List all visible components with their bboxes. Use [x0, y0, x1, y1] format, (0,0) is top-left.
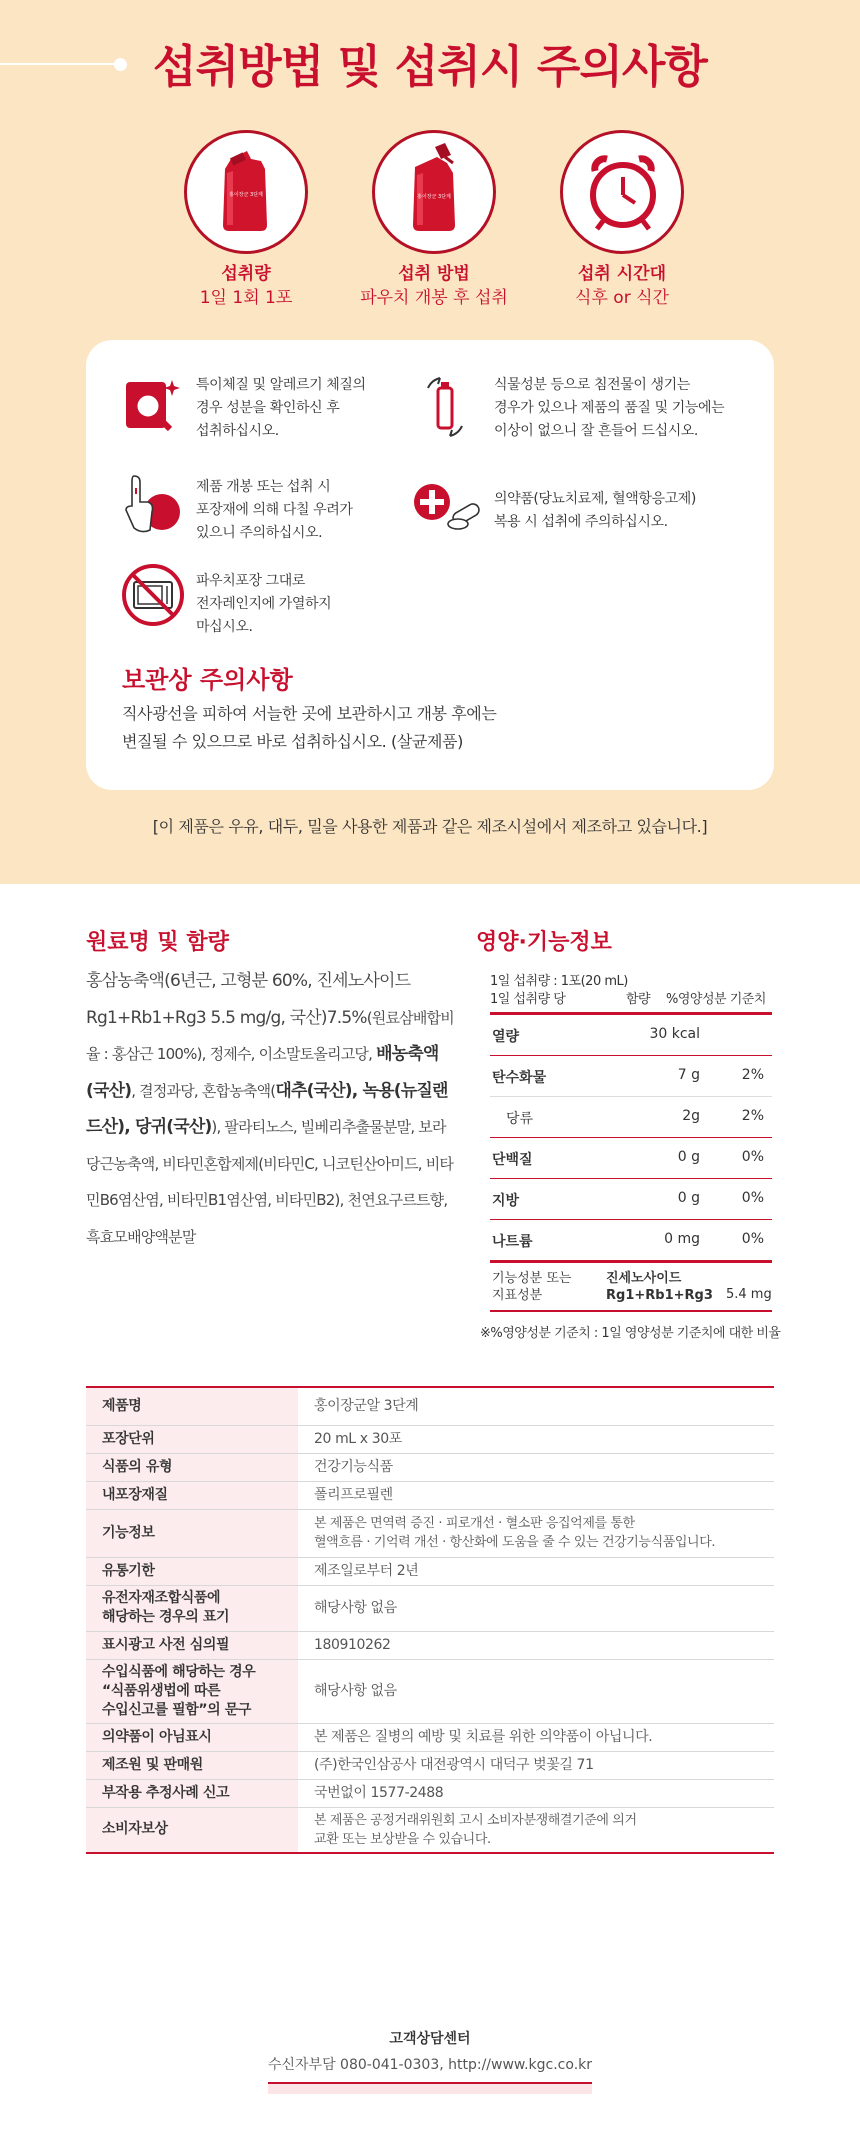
nutrient-amount: 30 kcal: [649, 1026, 700, 1042]
info-value: 건강기능식품: [298, 1453, 774, 1481]
caution-allergy-line: 특이체질 및 알레르기 체질의: [196, 377, 366, 393]
functional-rule: [490, 1260, 772, 1263]
open-pouch-icon: [372, 130, 496, 254]
finger-cut-icon: [122, 472, 184, 538]
nutrient-amount: 2g: [682, 1108, 700, 1124]
info-row: [86, 1453, 774, 1481]
ingredients-seg: , 결정과당, 혼합농축액(: [131, 1081, 276, 1100]
medicine-icon: [412, 480, 484, 532]
page-title: 섭취방법 및 섭취시 주의사항: [153, 40, 707, 93]
intake-method-title: 섭취 방법: [398, 264, 470, 284]
ingredients-seg: ), 팔라티노스, 빌베리추출물분말, 보라당근농축액, 비타민혼합제제(비타민C, 니코틴산아미드, 비타민B6염산염, 비타민B1염산염, 비타민B2), 천연요구르트향, 흑효모배양액분말: [86, 1118, 454, 1246]
nutrient-name: 지방: [492, 1193, 520, 1209]
caution-microwave-line: 마십시오.: [196, 619, 253, 635]
footer-bar: [268, 2082, 592, 2094]
caution-medicine-line: 복용 시 섭취에 주의하십시오.: [494, 514, 668, 530]
nutrient-pct: 0%: [741, 1231, 764, 1247]
info-row: [86, 1425, 774, 1453]
intake-section: [0, 0, 860, 884]
info-value: 본 제품은 면역력 증진 · 피로개선 · 혈소판 응집억제를 통한 혈액흐름 · 기억력 개선 · 항산화에 도움을 줄 수 있는 건강기능식품입니다.: [298, 1509, 774, 1557]
info-key: 표시광고 사전 심의필: [86, 1631, 298, 1659]
info-row: [86, 1723, 774, 1751]
ingredients-title: 원료명 및 함량: [86, 930, 229, 955]
functional-name-line: Rg1+Rb1+Rg3: [606, 1288, 713, 1303]
info-row: [86, 1387, 774, 1425]
caution-microwave-line: 전자레인지에 가열하지: [196, 596, 332, 612]
info-key: 제품명: [86, 1387, 298, 1425]
caution-cut-line: 제품 개봉 또는 섭취 시: [196, 479, 331, 495]
shake-bottle-icon: [420, 374, 470, 440]
storage-title: 보관상 주의사항: [122, 666, 293, 694]
nutrition-row: [490, 1220, 772, 1260]
nutrient-name: 단백질: [492, 1152, 533, 1168]
caution-microwave: [196, 570, 331, 639]
info-value: 폴리프로필렌: [298, 1481, 774, 1509]
nutrient-name: 탄수화물: [492, 1070, 547, 1086]
storage-line: 직사광선을 피하여 서늘한 곳에 보관하시고 개봉 후에는: [122, 704, 497, 723]
functional-name-line: 진세노사이드: [606, 1271, 682, 1286]
info-value: 해당사항 없음: [298, 1659, 774, 1723]
functional-label: [492, 1270, 571, 1304]
nutrition-row: [490, 1056, 772, 1096]
info-key: 제조원 및 판매원: [86, 1751, 298, 1779]
alarm-clock-icon: [560, 130, 684, 254]
allergen-notice: [이 제품은 우유, 대두, 밀을 사용한 제품과 같은 제조시설에서 제조하고 있습니다.]: [152, 817, 708, 836]
info-value: 홍이장군알 3단계: [298, 1387, 774, 1425]
pouch-label-1: 홍이장군 3단계: [229, 192, 263, 198]
magnifier-icon: [122, 374, 184, 436]
info-value: 본 제품은 질병의 예방 및 치료를 위한 의약품이 아닙니다.: [298, 1723, 774, 1751]
pouch-label-2: 홍이장군 3단계: [417, 194, 451, 200]
info-row: [86, 1585, 774, 1631]
info-key: 부작용 추정사례 신고: [86, 1779, 298, 1807]
info-row: [86, 1659, 774, 1723]
info-key: 의약품이 아님표시: [86, 1723, 298, 1751]
nutrition-row: [490, 1097, 772, 1137]
info-key: 포장단위: [86, 1425, 298, 1453]
caution-sediment-line: 이상이 없으니 잘 흔들어 드십시오.: [494, 423, 698, 439]
ingredients-seg: Rg1+Rb1+Rg3 5.5 mg/g, 국산)7.5%: [86, 1007, 367, 1028]
info-key: 기능정보: [86, 1509, 298, 1557]
col-amount: 함량: [626, 992, 651, 1007]
nutrition-footnote: ※%영양성분 기준치 : 1일 영양성분 기준치에 대한 비율: [480, 1326, 781, 1341]
caution-sediment-line: 식물성분 등으로 침전물이 생기는: [494, 377, 690, 393]
info-value: 제조일로부터 2년: [298, 1557, 774, 1585]
caution-cut-line: 있으니 주의하십시오.: [196, 525, 323, 541]
caution-cut-line: 포장재에 의해 다칠 우려가: [196, 502, 353, 518]
info-value: 180910262: [298, 1631, 774, 1659]
nutrition-bottom-rule: [490, 1310, 772, 1312]
info-key: 식품의 유형: [86, 1453, 298, 1481]
intake-method-sub: 파우치 개봉 후 섭취: [360, 288, 508, 308]
info-row: [86, 1779, 774, 1807]
customer-center-text: 수신자부담 080-041-0303, http://www.kgc.co.kr: [267, 2057, 593, 2073]
serving-per: 1일 섭취량 당: [490, 992, 566, 1007]
info-row: [86, 1481, 774, 1509]
caution-medicine-line: 의약품(당뇨치료제, 혈액항응고제): [494, 491, 696, 507]
nutrition-row: [490, 1179, 772, 1219]
nutrition-title: 영양·기능정보: [476, 930, 612, 955]
intake-amount-sub: 1일 1회 1포: [199, 288, 293, 308]
nutrient-name: 당류: [506, 1111, 534, 1127]
caution-microwave-line: 파우치포장 그대로: [196, 573, 306, 589]
info-key: 수입식품에 해당하는 경우 “식품위생법에 따른 수입신고를 필함”의 문구: [86, 1659, 298, 1723]
intake-time-sub: 식후 or 식간: [575, 288, 669, 308]
intake-time: [502, 262, 742, 310]
caution-allergy-line: 경우 성분을 확인하신 후: [196, 400, 340, 416]
intake-amount-title: 섭취량: [221, 264, 271, 284]
functional-amount: 5.4 mg: [726, 1287, 772, 1302]
ingredients-seg: (원료삼배합비율 : 홍삼근 100%), 정제수, 이소말토올리고당,: [86, 1008, 454, 1063]
caution-sediment: [494, 374, 724, 443]
nutrient-pct: 0%: [741, 1190, 764, 1206]
ingredients-text: [86, 963, 456, 1255]
nutrition-row: [490, 1015, 772, 1055]
intake-time-title: 섭취 시간대: [577, 264, 667, 284]
info-row: [86, 1751, 774, 1779]
caution-sediment-line: 경우가 있으나 제품의 품질 및 기능에는: [494, 400, 725, 416]
nutrient-pct: 2%: [741, 1067, 764, 1083]
pouch-icon: [184, 130, 308, 254]
nutrient-amount: 7 g: [677, 1067, 700, 1083]
info-value: (주)한국인삼공사 대전광역시 대덕구 벚꽃길 71: [298, 1751, 774, 1779]
info-value: 20 mL x 30포: [298, 1425, 774, 1453]
info-row: [86, 1631, 774, 1659]
storage-line: 변질될 수 있으므로 바로 섭취하십시오. (살균제품): [122, 732, 463, 751]
nutrient-amount: 0 g: [677, 1149, 700, 1165]
storage-text: [122, 700, 496, 756]
ingredients-seg: 대추(국산), 녹용(뉴질랜드산), 당귀(국산): [86, 1080, 448, 1137]
nutrient-amount: 0 mg: [664, 1231, 700, 1247]
nutrient-amount: 0 g: [677, 1190, 700, 1206]
col-pct: %영양성분 기준치: [666, 992, 766, 1007]
nutrition-row: [490, 1138, 772, 1178]
info-value: 국번없이 1577-2488: [298, 1779, 774, 1807]
caution-medicine: [494, 488, 696, 534]
nutrient-name: 열량: [492, 1029, 520, 1045]
info-row: [86, 1557, 774, 1585]
info-key: 소비자보상: [86, 1807, 298, 1853]
product-info-table: [86, 1386, 774, 1854]
info-value: 해당사항 없음: [298, 1585, 774, 1631]
ingredients-seg: 배농축액(국산): [86, 1044, 439, 1101]
caution-cut: [196, 476, 353, 545]
caution-allergy-line: 섭취하십시오.: [196, 423, 279, 439]
info-row: [86, 1807, 774, 1853]
no-microwave-icon: [120, 562, 186, 628]
functional-label-line: 지표성분: [492, 1288, 543, 1303]
nutrient-pct: 2%: [741, 1108, 764, 1124]
functional-name: [606, 1270, 713, 1304]
info-key: 유전자재조합식품에 해당하는 경우의 표기: [86, 1585, 298, 1631]
info-value: 본 제품은 공정거래위원회 고시 소비자분쟁해결기준에 의거 교환 또는 보상받을 수 있습니다.: [298, 1807, 774, 1853]
ingredients-seg: 홍삼농축액(6년근, 고형분 60%, 진세노사이드: [86, 971, 411, 991]
info-key: 내포장재질: [86, 1481, 298, 1509]
info-key: 유통기한: [86, 1557, 298, 1585]
nutrient-name: 나트륨: [492, 1234, 533, 1250]
caution-card: [86, 340, 774, 790]
caution-allergy: [196, 374, 366, 443]
serving-total: 1일 섭취량 : 1포(20 mL): [490, 974, 628, 989]
functional-label-line: 기능성분 또는: [492, 1271, 572, 1286]
customer-center-title: 고객상담센터: [389, 2031, 471, 2047]
info-row: [86, 1509, 774, 1557]
nutrient-pct: 0%: [741, 1149, 764, 1165]
